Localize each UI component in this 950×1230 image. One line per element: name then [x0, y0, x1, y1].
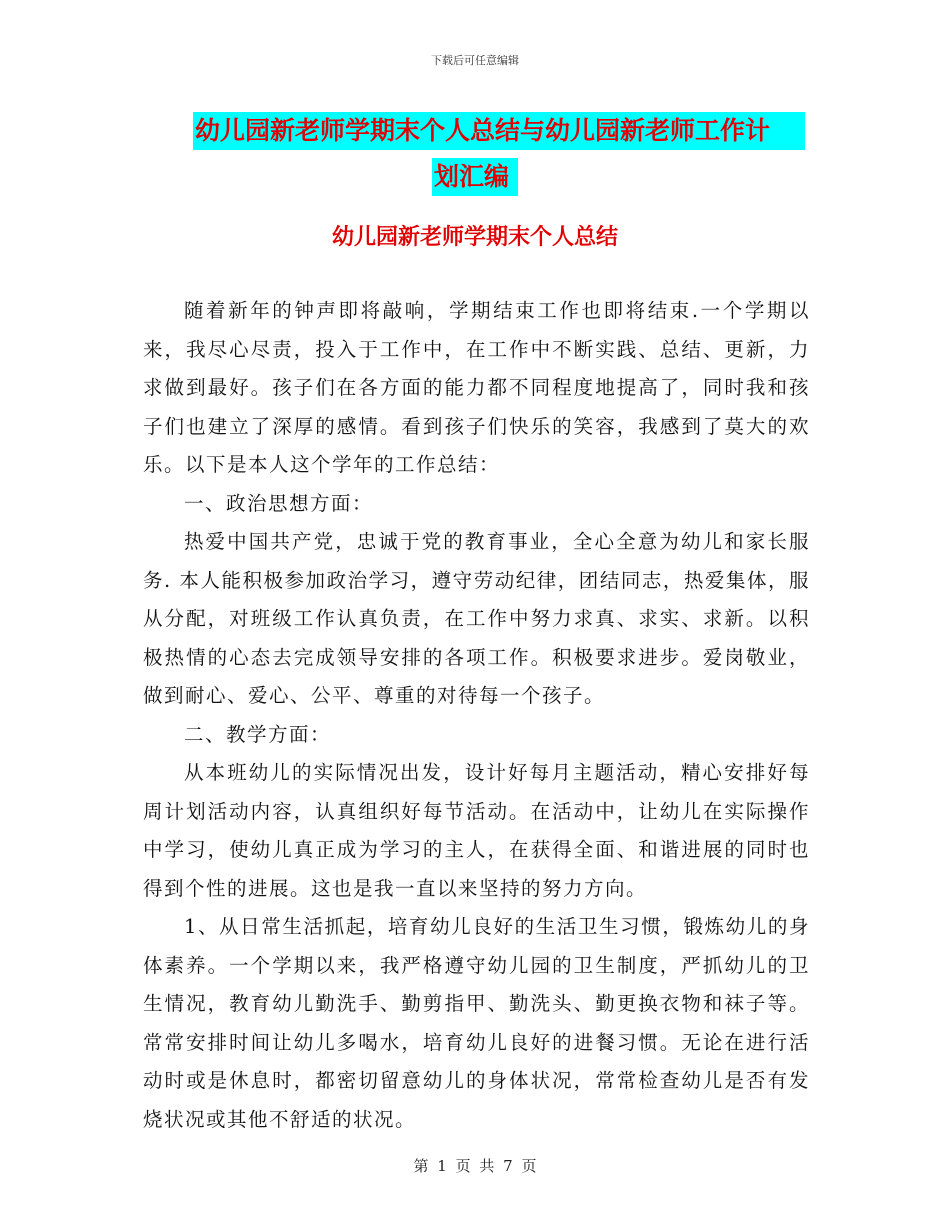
- document-body: [143, 292, 810, 1139]
- heading-teaching: 二、教学方面：: [183, 722, 331, 746]
- paragraph-daily-life: 1、从日常生活抓起，培育幼儿良好的生活卫生习惯，锻炼幼儿的身体素养。一个学期以来，我严格遵守幼儿园的卫生制度，严抓幼儿的卫生情况，教育幼儿勤洗手、勤剪指甲、勤洗头、勤更换衣物和袜子等。常常安排时间让幼儿多喝水，培育幼儿良好的进餐习惯。无论在进行活动时或是休息时，都密切留意幼儿的身体状况，常常检查幼儿是否有发烧状况或其他不舒适的状况。: [143, 915, 810, 1131]
- paragraph-intro: 随着新年的钟声即将敲响，学期结束工作也即将结束.一个学期以来，我尽心尽责，投入于工作中，在工作中不断实践、总结、更新，力求做到最好。孩子们在各方面的能力都不同程度地提高了，同时我和孩子们也建立了深厚的感情。看到孩子们快乐的笑容，我感到了莫大的欢乐。以下是本人这个学年的工作总结：: [143, 299, 810, 476]
- paragraph-political: 热爱中国共产党，忠诚于党的教育事业，全心全意为幼儿和家长服务. 本人能积极参加政治学习，遵守劳动纪律，团结同志，热爱集体，服从分配，对班级工作认真负责，在工作中努力求真、求实、求新。以积极热情的心态去完成领导安排的各项工作。积极要求进步。爱岗敬业，做到耐心、爱心、公平、尊重的对待每一个孩子。: [143, 530, 810, 707]
- title-line-2: 划汇编: [432, 158, 518, 196]
- paragraph-teaching: 从本班幼儿的实际情况出发，设计好每月主题活动，精心安排好每周计划活动内容，认真组织好每节活动。在活动中，让幼儿在实际操作中学习，使幼儿真正成为学习的主人，在获得全面、和谐进展的同时也得到个性的进展。这也是我一直以来坚持的努力方向。: [143, 761, 810, 900]
- page-header-note: 下载后可任意编辑: [431, 54, 519, 67]
- section-title: 幼儿园新老师学期末个人总结: [331, 224, 618, 250]
- title-line-1: 幼儿园新老师学期末个人总结与幼儿园新老师工作计: [193, 112, 805, 150]
- page-number-footer: 第 1 页 共 7 页: [413, 1157, 537, 1175]
- heading-political: 一、政治思想方面：: [183, 491, 373, 515]
